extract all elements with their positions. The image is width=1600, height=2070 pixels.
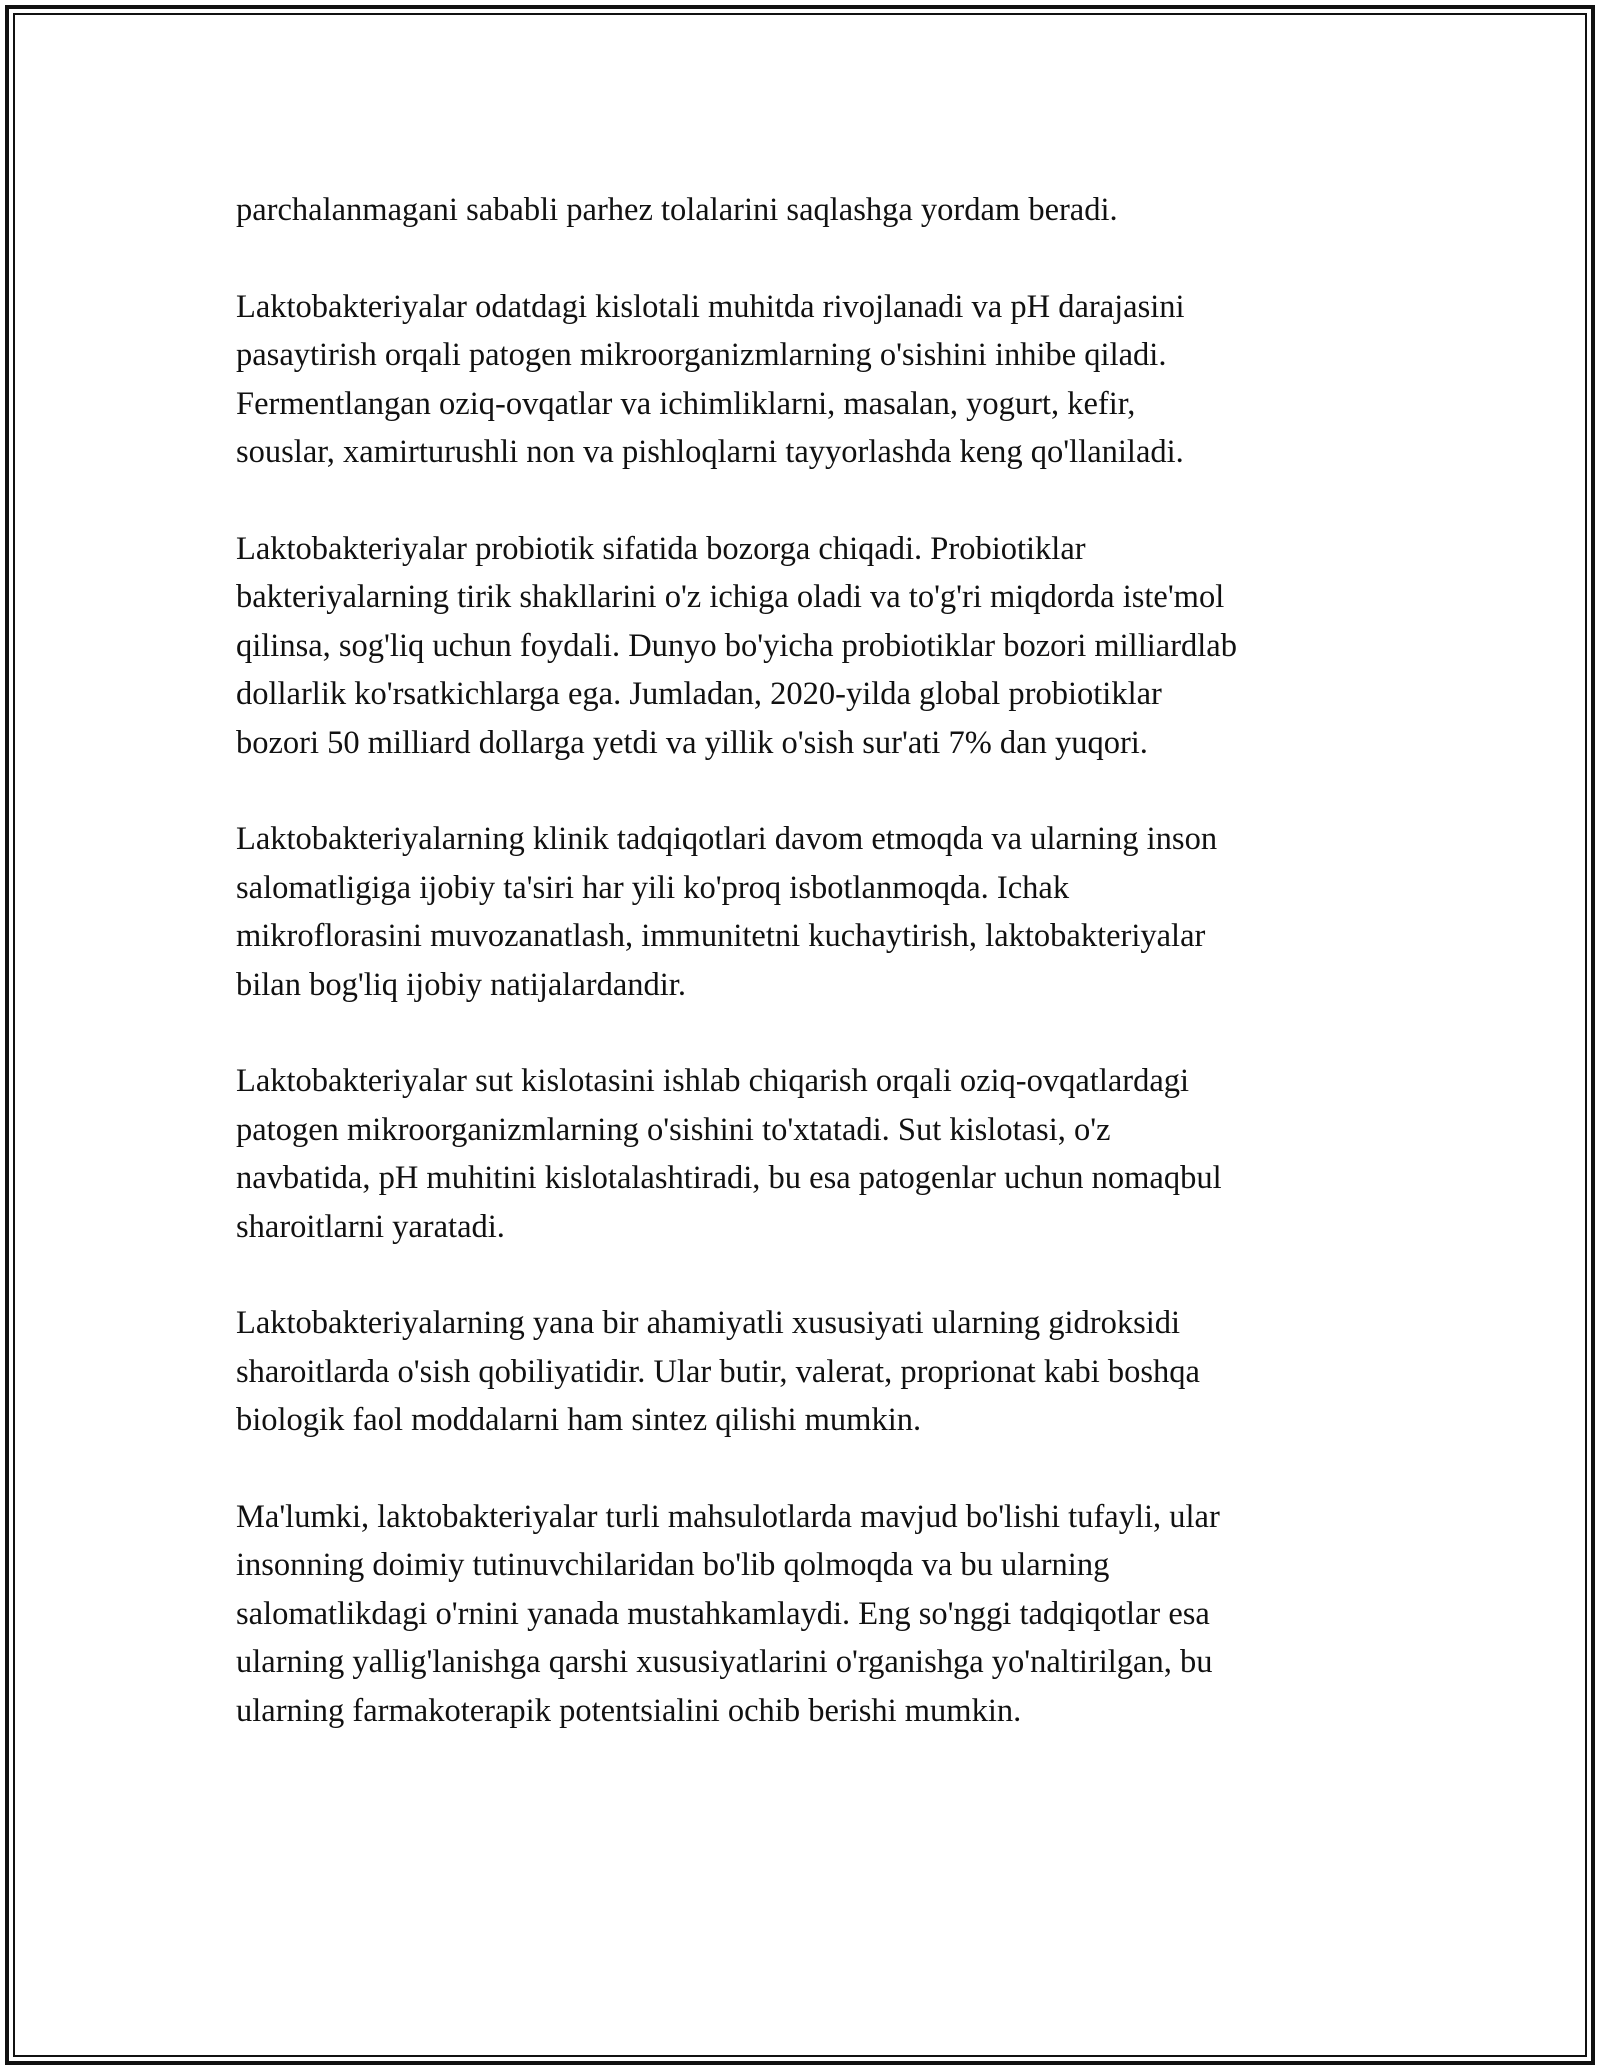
text-line: Ma'lumki, laktobakteriyalar turli mahsulotlarda mavjud bo'lishi tufayli, ular bbox=[236, 1498, 1220, 1535]
text-line: Laktobakteriyalar sut kislotasini ishlab chiqarish orqali oziq-ovqatlardagi bbox=[236, 1063, 1190, 1099]
text-line: Laktobakteriyalarning yana bir ahamiyatli xususiyati ularning gidroksidi bbox=[236, 1305, 1181, 1341]
text-line: bakteriyalarning tirik shakllarini o'z ichiga oladi va to'g'ri miqdorda iste'mol bbox=[236, 579, 1225, 615]
text-line: navbatida, pH muhitini kislotalashtiradi, bu esa patogenlar uchun nomaqbul bbox=[236, 1160, 1222, 1196]
text-line: Laktobakteriyalar probiotik sifatida bozorga chiqadi. Probiotiklar bbox=[236, 530, 1086, 567]
paragraph-1 bbox=[236, 186, 1386, 235]
text-line: ularning farmakoterapik potentsialini ochib berishi mumkin. bbox=[236, 1692, 1022, 1729]
text-line: mikroflorasini muvozanatlash, immunitetni kuchaytirish, laktobakteriyalar bbox=[236, 918, 1206, 954]
text-line: Laktobakteriyalar odatdagi kislotali muhitda rivojlanadi va pH darajasini bbox=[236, 288, 1185, 325]
text-line: souslar, xamirturushli non va pishloqlarni tayyorlashda keng qo'llaniladi. bbox=[236, 434, 1184, 470]
text-line: dollarlik ko'rsatkichlarga ega. Jumladan, 2020-yilda global probiotiklar bbox=[236, 676, 1162, 712]
text-line: salomatligiga ijobiy ta'siri har yili ko'proq isbotlanmoqda. Ichak bbox=[236, 869, 1070, 906]
document-body bbox=[236, 186, 1386, 1783]
text-line: biologik faol moddalarni ham sintez qilishi mumkin. bbox=[236, 1402, 922, 1438]
text-line: bozori 50 milliard dollarga yetdi va yillik o'sish sur'ati 7% dan yuqori. bbox=[236, 724, 1148, 761]
text-line: pasaytirish orqali patogen mikroorganizmlarning o'sishini inhibe qiladi. bbox=[236, 337, 1167, 373]
paragraph-6 bbox=[236, 1299, 1386, 1445]
paragraph-3 bbox=[236, 525, 1386, 768]
paragraph-2 bbox=[236, 283, 1386, 477]
text-line: patogen mikroorganizmlarning o'sishini to'xtatadi. Sut kislotasi, o'z bbox=[236, 1111, 1111, 1148]
paragraph-4 bbox=[236, 815, 1386, 1009]
text-line: insonning doimiy tutinuvchilaridan bo'lib qolmoqda va bu ularning bbox=[236, 1547, 1110, 1583]
text-line: salomatlikdagi o'rnini yanada mustahkamlaydi. Eng so'nggi tadqiqotlar esa bbox=[236, 1595, 1210, 1632]
text-line: Laktobakteriyalarning klinik tadqiqotlari davom etmoqda va ularning inson bbox=[236, 821, 1218, 857]
text-line: sharoitlarda o'sish qobiliyatidir. Ular butir, valerat, proprionat kabi boshqa bbox=[236, 1353, 1200, 1390]
text-line: Fermentlangan oziq-ovqatlar va ichimliklarni, masalan, yogurt, kefir, bbox=[236, 385, 1136, 422]
text-line: bilan bog'liq ijobiy natijalardandir. bbox=[236, 966, 686, 1003]
text-line: parchalanmagani sababli parhez tolalarini saqlashga yordam beradi. bbox=[236, 192, 1118, 228]
text-line: qilinsa, sog'liq uchun foydali. Dunyo bo'yicha probiotiklar bozori milliardlab bbox=[236, 627, 1237, 664]
text-line: ularning yallig'lanishga qarshi xususiyatlarini o'rganishga yo'naltirilgan, bu bbox=[236, 1644, 1213, 1680]
text-line: sharoitlarni yaratadi. bbox=[236, 1208, 505, 1245]
paragraph-5 bbox=[236, 1057, 1386, 1251]
paragraph-7 bbox=[236, 1493, 1386, 1736]
